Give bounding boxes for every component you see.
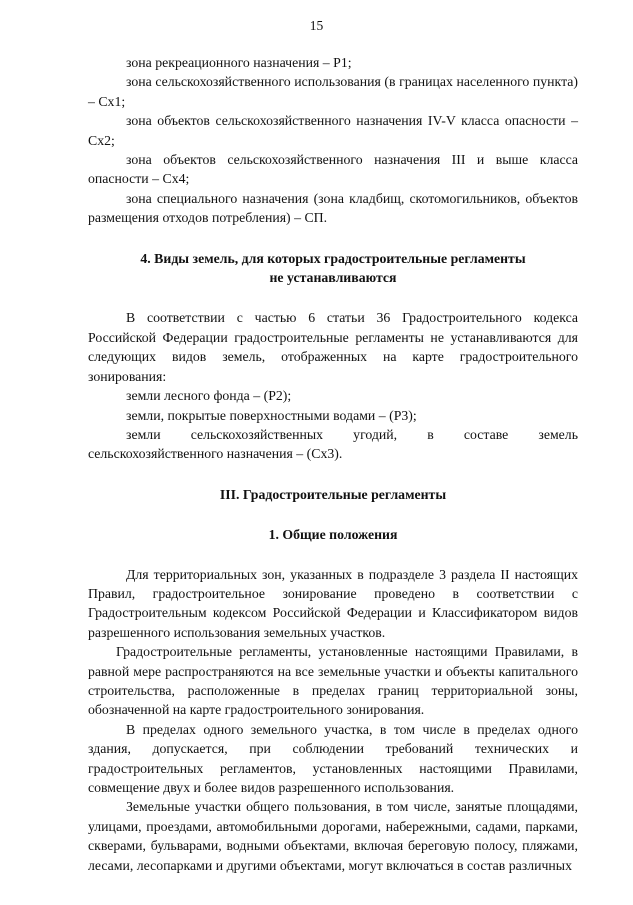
land-type-item: земли, покрытые поверхностными водами – (Р3);	[126, 407, 417, 423]
zones-list	[88, 53, 578, 228]
general-provisions-heading: 1. Общие положения	[268, 527, 398, 543]
zone-item: зона объектов сельскохозяйственного назначения III и выше класса опасности – Сх4;	[88, 152, 578, 187]
paragraph: Земельные участки общего пользования, в том числе, занятые площадями, улицами, проездами, автомобильными дорогами, набережными, садами, парками, скверами, бульварами, водными объектами, включая береговую полосу, пляжами, лесами, лесопарками и другими объектами, могут включаться в состав различных	[88, 799, 578, 873]
section-4-heading	[88, 249, 578, 288]
paragraph: В пределах одного земельного участка, в том числе в пределах одного здания, допускается, при соблюдении требований технических и градостроительных регламентов, установленных настоящими Правилами, совмещение двух и более видов разрешенного использования.	[88, 721, 578, 795]
section-4-heading-line1: 4. Виды земель, для которых градостроительные регламенты	[140, 250, 526, 266]
land-type-item: земли лесного фонда – (Р2);	[126, 388, 292, 404]
section-4-heading-line2: не устанавливаются	[269, 270, 397, 286]
zone-item: зона объектов сельскохозяйственного назначения IV-V класса опасности – Сх2;	[88, 113, 578, 148]
part-3-heading: III. Градостроительные регламенты	[219, 486, 447, 502]
document-body	[88, 53, 578, 875]
land-type-item: земли сельскохозяйственных угодий, в составе земель сельскохозяйственного назначения – (Сх3).	[88, 426, 578, 462]
zone-item: зона сельскохозяйственного использования (в границах населенного пункта) – Сх1;	[88, 74, 578, 109]
paragraph: Для территориальных зон, указанных в подразделе 3 раздела II настоящих Правил, градостроительное зонирование проведено в соответствии с Градостроительным кодексом Российской Федерации и Классификатором видов разрешенного использования земельных участков.	[88, 566, 578, 640]
zone-item: зона специального назначения (зона кладбищ, скотомогильников, объектов размещения отходов потребления) – СП.	[88, 190, 578, 226]
page-number: 15	[309, 18, 324, 33]
section-4-intro: В соответствии с частью 6 статьи 36 Градостроительного кодекса Российской Федерации градостроительные регламенты не устанавливаются для следующих видов земель, отображенных на карте градостроительного зонирования:	[88, 310, 578, 384]
paragraph: Градостроительные регламенты, установленные настоящими Правилами, в равной мере распространяются на все земельные участки и объекты капитального строительства, расположенные в пределах границ территориальной зоны, обозначенной на карте градостроительного зонирования.	[88, 644, 578, 718]
zone-item: зона рекреационного назначения – Р1;	[126, 55, 352, 70]
